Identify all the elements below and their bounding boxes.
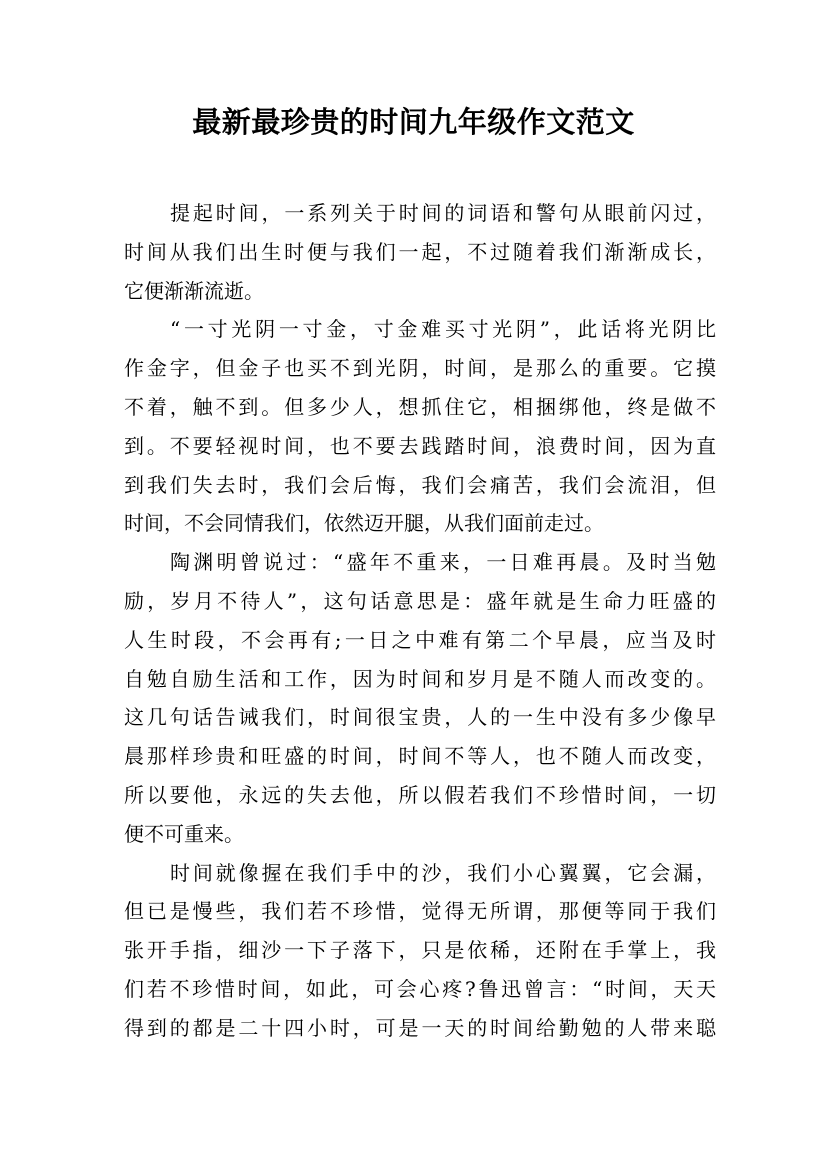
text-line: 不着，触不到。但多少人，想抓住它，相捆绑他，终是做不 [124, 394, 716, 419]
text-line: 到。不要轻视时间，也不要去践踏时间，浪费时间，因为直 [124, 433, 716, 458]
text-line: 到我们失去时，我们会后悔，我们会痛苦，我们会流泪，但 [124, 472, 716, 497]
text-line: 张开手指，细沙一下子落下，只是依稀，还附在手掌上，我 [124, 938, 716, 963]
text-line: “一寸光阴一寸金，寸金难买寸光阴”，此话将光阴比 [170, 317, 716, 342]
text-line: 所以要他，永远的失去他，所以假若我们不珍惜时间，一切 [124, 782, 716, 807]
text-line: 但已是慢些，我们若不珍惜，觉得无所谓，那便等同于我们 [124, 899, 716, 924]
text-line: 们若不珍惜时间，如此，可会心疼?鲁迅曾言：“时间，天天 [124, 976, 716, 1001]
text-line: 人生时段，不会再有;一日之中难有第二个早晨，应当及时 [124, 627, 716, 652]
text-line: 时间从我们出生时便与我们一起，不过随着我们渐渐成长， [124, 239, 716, 264]
text-line: 陶渊明曾说过：“盛年不重来，一日难再晨。及时当勉 [170, 550, 716, 575]
text-line: 励，岁月不待人”，这句话意思是：盛年就是生命力旺盛的 [124, 588, 716, 613]
text-line: 便不可重来。 [124, 821, 244, 846]
text-line: 作金字，但金子也买不到光阴，时间，是那么的重要。它摸 [124, 356, 716, 381]
text-line: 这几句话告诫我们，时间很宝贵，人的一生中没有多少像早 [124, 705, 716, 730]
document-title: 最新最珍贵的时间九年级作文范文 [192, 105, 635, 139]
document-body [124, 194, 716, 1048]
text-line: 它便渐渐流逝。 [124, 278, 264, 303]
text-line: 时间，不会同情我们，依然迈开腿，从我们面前走过。 [124, 511, 604, 536]
text-line: 自勉自励生活和工作，因为时间和岁月是不随人而改变的。 [124, 666, 716, 691]
text-line: 得到的都是二十四小时，可是一天的时间给勤勉的人带来聪 [124, 1015, 716, 1040]
text-line: 时间就像握在我们手中的沙，我们小心翼翼，它会漏， [170, 860, 716, 885]
text-line: 提起时间，一系列关于时间的词语和警句从眼前闪过， [170, 201, 716, 225]
text-line: 晨那样珍贵和旺盛的时间，时间不等人，也不随人而改变， [124, 744, 716, 769]
